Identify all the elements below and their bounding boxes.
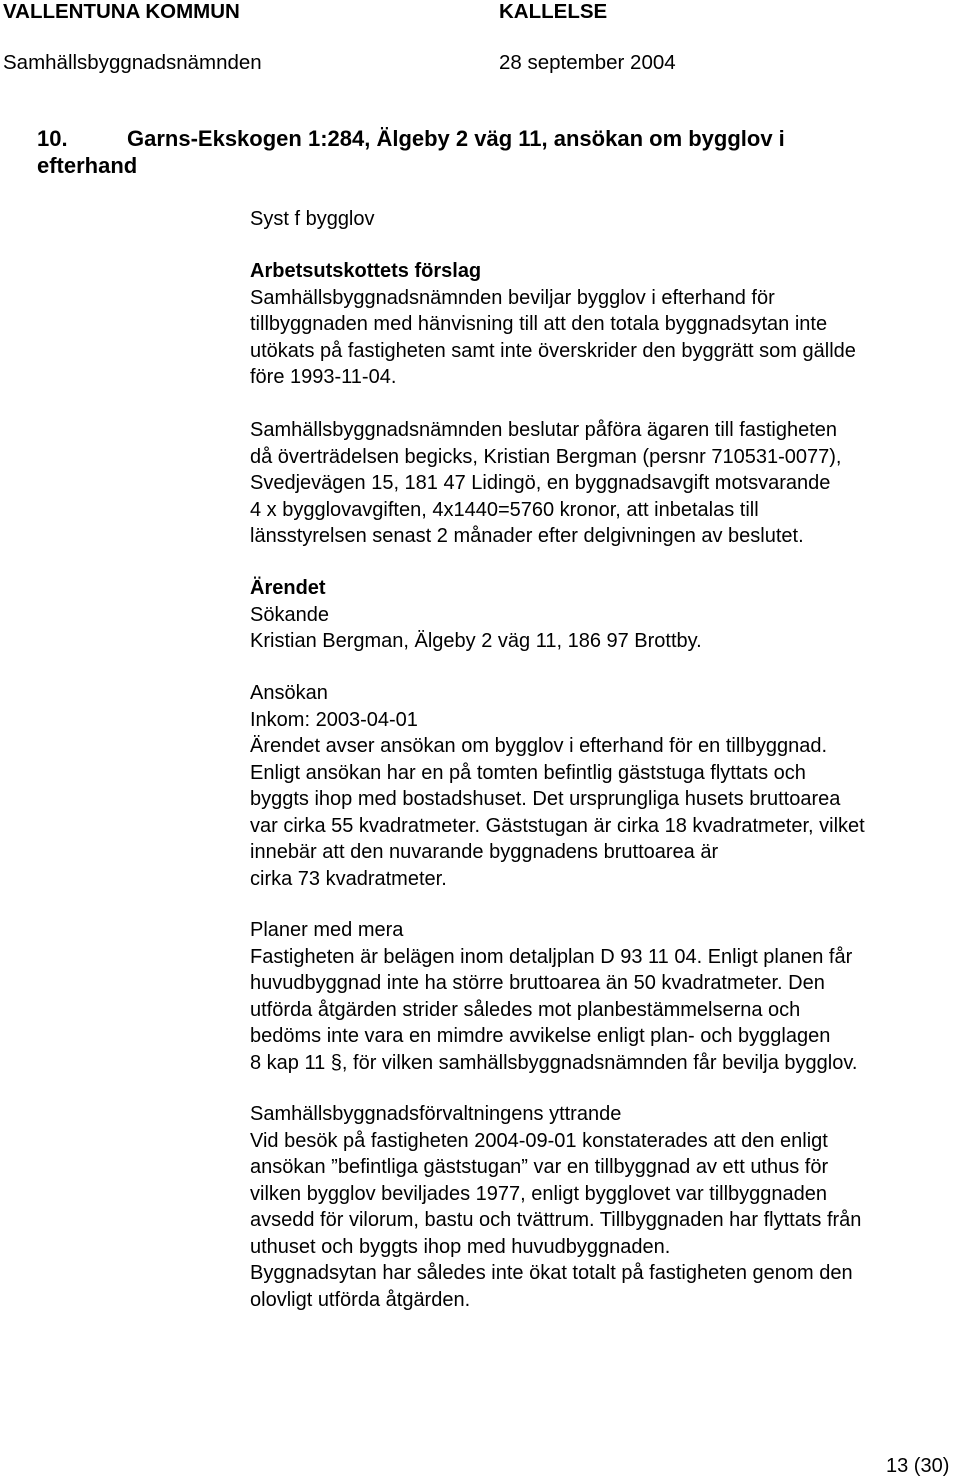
author-signature: [250, 206, 375, 233]
author-text: Syst f bygglov: [250, 208, 375, 230]
plans-line: bedöms inte vara en mimdre avvikelse enligt plan- och bygglagen: [250, 1025, 831, 1047]
application-section: [250, 680, 865, 892]
page-number: 13 (30): [886, 1455, 950, 1477]
proposal-heading: Arbetsutskottets förslag: [250, 260, 482, 282]
proposal-line: före 1993-11-04.: [250, 366, 397, 388]
plans-section: [250, 917, 857, 1076]
statement-section: [250, 1101, 861, 1313]
statement-line: uthuset och byggts ihop med huvudbyggnaden.: [250, 1235, 671, 1258]
decision-line: Svedjevägen 15, 181 47 Lidingö, en byggnadsavgift motsvarande: [250, 472, 831, 494]
decision-line: länsstyrelsen senast 2 månader efter delgivningen av beslutet.: [250, 525, 804, 547]
application-line: var cirka 55 kvadratmeter. Gäststugan är cirka 18 kvadratmeter, vilket: [250, 814, 865, 837]
proposal-line: utökats på fastigheten samt inte överskrider den byggrätt som gällde: [250, 339, 856, 362]
decision-line: Samhällsbyggnadsnämnden beslutar påföra ägaren till fastigheten: [250, 419, 838, 441]
board-name: Samhällsbyggnadsnämnden: [3, 51, 262, 74]
plans-line: Fastigheten är belägen inom detaljplan D 93 11 04. Enligt planen får: [250, 945, 853, 968]
application-line: Inkom: 2003-04-01: [250, 708, 418, 731]
application-line: cirka 73 kvadratmeter.: [250, 867, 447, 890]
application-line: Ärendet avser ansökan om bygglov i efterhand för en tillbyggnad.: [250, 735, 828, 757]
application-line: Enligt ansökan har en på tomten befintlig gäststuga flyttats och: [250, 761, 806, 784]
decision-paragraph: [250, 417, 841, 550]
meeting-date: 28 september 2004: [499, 51, 676, 74]
statement-heading: Samhällsbyggnadsförvaltningens yttrande: [250, 1103, 622, 1125]
statement-line: avsedd för vilorum, bastu och tvättrum. Tillbyggnaden har flyttats från: [250, 1209, 862, 1231]
proposal-line: tillbyggnaden med hänvisning till att den totala byggnadsytan inte: [250, 313, 828, 335]
case-heading: Ärendet: [250, 577, 326, 599]
plans-line: 8 kap 11 §, för vilken samhällsbyggnadsnämnden får bevilja bygglov.: [250, 1051, 858, 1074]
case-section: [250, 575, 702, 655]
statement-line: ansökan ”befintliga gäststugan” var en tillbyggnad av ett uthus för: [250, 1156, 829, 1178]
application-heading: Ansökan: [250, 682, 328, 704]
item-number: 10.: [37, 126, 68, 151]
statement-line: Vid besök på fastigheten 2004-09-01 konstaterades att den enligt: [250, 1129, 828, 1152]
item-title-line2: efterhand: [37, 153, 138, 178]
decision-line: 4 x bygglovavgiften, 4x1440=5760 kronor, att inbetalas till: [250, 498, 759, 521]
decision-line: då överträdelsen begicks, Kristian Bergman (persnr 710531-0077),: [250, 445, 842, 468]
application-line: byggts ihop med bostadshuset. Det ursprungliga husets bruttoarea: [250, 788, 841, 810]
statement-line: Byggnadsytan har således inte ökat totalt på fastigheten genom den: [250, 1262, 853, 1284]
applicant-heading: Sökande: [250, 603, 329, 626]
proposal-section: [250, 258, 856, 391]
plans-line: utförda åtgärden strider således mot planbestämmelserna och: [250, 998, 801, 1021]
plans-heading: Planer med mera: [250, 919, 404, 941]
statement-line: olovligt utförda åtgärden.: [250, 1288, 471, 1311]
statement-line: vilken bygglov beviljades 1977, enligt bygglovet var tillbyggnaden: [250, 1182, 828, 1205]
proposal-line: Samhällsbyggnadsnämnden beviljar bygglov i efterhand för: [250, 286, 775, 309]
document-type: KALLELSE: [499, 0, 608, 23]
municipality-name: VALLENTUNA KOMMUN: [3, 0, 240, 23]
plans-line: huvudbyggnad inte ha större bruttoarea än 50 kvadratmeter. Den: [250, 972, 825, 994]
applicant-text: Kristian Bergman, Älgeby 2 väg 11, 186 97 Brottby.: [250, 630, 702, 652]
application-line: innebär att den nuvarande byggnadens bruttoarea är: [250, 841, 719, 863]
item-title-line1: Garns-Ekskogen 1:284, Älgeby 2 väg 11, ansökan om bygglov i: [127, 126, 785, 151]
